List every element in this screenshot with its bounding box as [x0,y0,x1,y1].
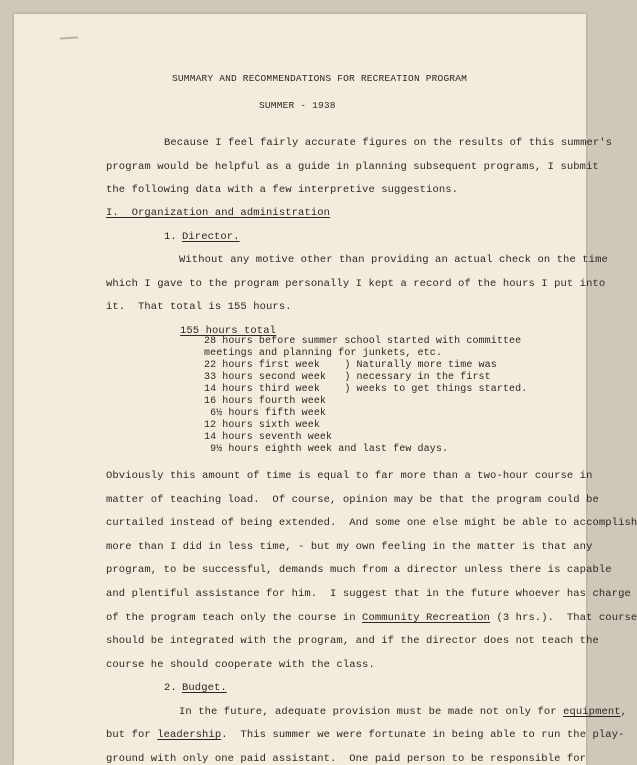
intro-line: the following data with a few interpretive suggestions. [106,184,459,196]
leadership-underlined: leadership [157,729,222,741]
obvious-paragraph-line: more than I did in less time, - but my own feeling in the matter is that any [106,541,593,553]
hours-total-label: 155 hours total [180,325,277,337]
director-paragraph-line: it. That total is 155 hours. [106,301,292,313]
document-page [14,14,637,765]
pencil-mark [60,36,78,39]
section-heading: I. Organization and administration [106,207,331,219]
subsection-number: 2. [164,682,177,694]
closing-paragraph-line: should be integrated with the program, and if the director does not teach the [106,635,599,647]
budget-line-pre: but for [106,729,158,741]
budget-line [179,706,627,718]
budget-line-post: . This summer we were fortunate in being able to run the play- [221,729,625,741]
director-paragraph-line: which I gave to the program personally I kept a record of the hours I put into [106,278,606,290]
hours-list-item: 12 hours sixth week [204,420,320,431]
obvious-paragraph-line: Obviously this amount of time is equal to far more than a two-hour course in [106,470,593,482]
obvious-paragraph-line: curtailed instead of being extended. And some one else might be able to accomplish [106,517,637,529]
director-paragraph-line: Without any motive other than providing an actual check on the time [179,254,608,266]
document-title: SUMMARY AND RECOMMENDATIONS FOR RECREATION PROGRAM [172,73,468,84]
obvious-paragraph-line: and plentiful assistance for him. I suggest that in the future whoever has charge [106,588,631,600]
subsection-heading: Budget. [182,682,227,694]
course-line-post: (3 hrs.). That course [490,612,637,624]
subsection-heading: Director. [182,231,240,243]
intro-line: program would be helpful as a guide in planning subsequent programs, I submit [106,161,599,173]
course-name-underlined: Community Recreation [362,612,491,624]
hours-list-item: 14 hours seventh week [204,432,333,443]
course-line-pre: of the program teach only the course in [106,612,363,624]
hours-list-item: 16 hours fourth week [204,396,327,407]
budget-line-pre: In the future, adequate provision must be made not only for [179,706,564,718]
budget-line [106,729,625,741]
hours-list-item: 28 hours before summer school started with committee [204,336,522,347]
hours-list-item: 22 hours first week ) Naturally more time was [204,360,497,371]
hours-list-item: 33 hours second week ) necessary in the first [204,372,491,383]
obvious-paragraph-line: program, to be successful, demands much from a director unless there is capable [106,564,612,576]
course-line [106,612,637,624]
hours-list-item: 6½ hours fifth week [204,408,327,419]
intro-line: Because I feel fairly accurate figures on the results of this summer's [164,137,613,149]
document-subtitle: SUMMER - 1938 [259,100,336,111]
subsection-number: 1. [164,231,177,243]
obvious-paragraph-line: matter of teaching load. Of course, opinion may be that the program could be [106,494,599,506]
hours-list-item: meetings and planning for junkets, etc. [204,348,442,359]
budget-line-post: , [620,706,628,718]
hours-list-item: 14 hours third week ) weeks to get things started. [204,384,528,395]
equipment-underlined: equipment [563,706,621,718]
closing-paragraph-line: course he should cooperate with the class. [106,659,375,671]
budget-line: ground with only one paid assistant. One paid person to be responsible for [106,753,587,765]
hours-list-item: 9½ hours eighth week and last few days. [204,444,449,455]
